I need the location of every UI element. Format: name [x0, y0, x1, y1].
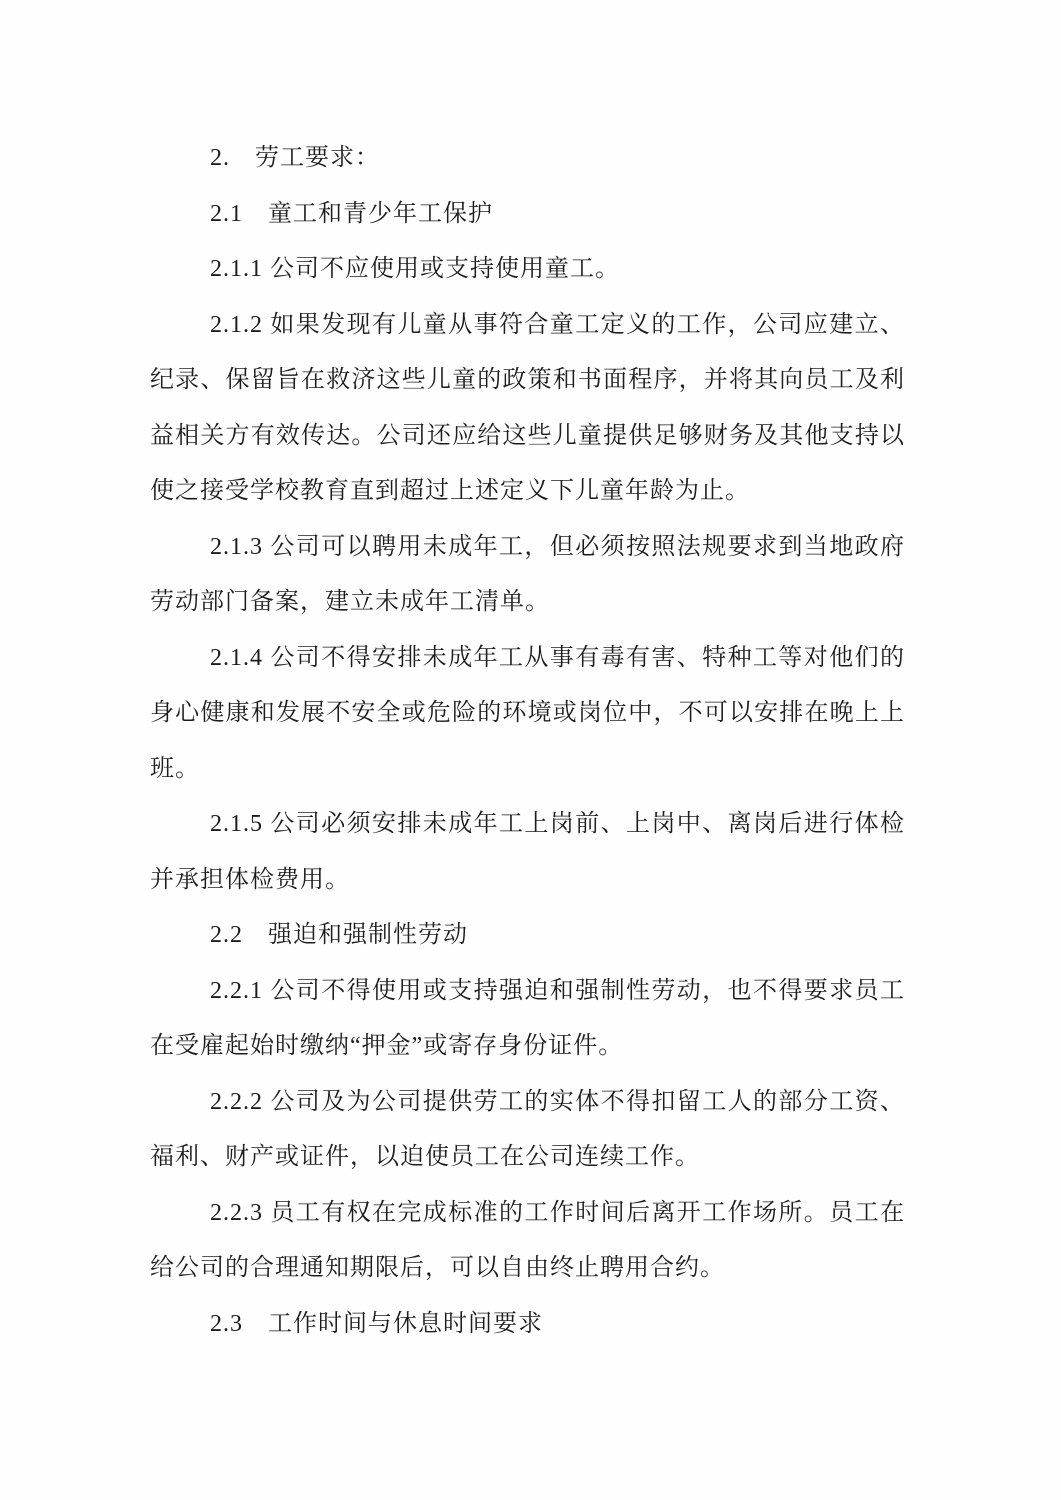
paragraph-line: 劳动部门备案，建立未成年工清单。: [150, 589, 550, 615]
paragraph-line: 2.1.3 公司可以聘用未成年工，但必须按照法规要求到当地政府: [210, 533, 905, 560]
heading-line-child-labor: 2.1 童工和青少年工保护: [210, 200, 493, 227]
heading-line-working-hours: 2.3 工作时间与休息时间要求: [210, 1310, 543, 1337]
paragraph-line: 班。: [150, 755, 200, 782]
paragraph-line: 纪录、保留旨在救济这些儿童的政策和书面程序，并将其向员工及利: [150, 367, 905, 393]
heading-line-forced-labor: 2.2 强迫和强制性劳动: [210, 922, 468, 948]
paragraph-line: 2.2.1 公司不得使用或支持强迫和强制性劳动，也不得要求员工: [210, 977, 905, 1004]
paragraph-line: 福利、财产或证件，以迫使员工在公司连续工作。: [150, 1144, 700, 1170]
paragraph-line: 2.1.4 公司不得安排未成年工从事有毒有害、特种工等对他们的: [210, 644, 905, 671]
paragraph-line: 2.1.1 公司不应使用或支持使用童工。: [210, 256, 620, 282]
paragraph-line: 给公司的合理通知期限后，可以自由终止聘用合约。: [150, 1255, 725, 1281]
heading-line-labor-requirements: 2. 劳工要求：: [210, 145, 380, 171]
paragraph-line: 身心健康和发展不安全或危险的环境或岗位中，不可以安排在晚上上: [150, 700, 905, 726]
paragraph-line: 使之接受学校教育直到超过上述定义下儿童年龄为止。: [150, 478, 750, 504]
paragraph-line: 2.2.2 公司及为公司提供劳工的实体不得扣留工人的部分工资、: [210, 1088, 905, 1115]
paragraph-line: 2.2.3 员工有权在完成标准的工作时间后离开工作场所。员工在: [210, 1199, 905, 1226]
paragraph-line: 在受雇起始时缴纳“押金”或寄存身份证件。: [150, 1033, 624, 1059]
paragraph-line: 2.1.2 如果发现有儿童从事符合童工定义的工作，公司应建立、: [210, 311, 905, 338]
paragraph-line: 并承担体检费用。: [150, 866, 350, 893]
paragraph-line: 2.1.5 公司必须安排未成年工上岗前、上岗中、离岗后进行体检: [210, 811, 905, 837]
paragraph-line: 益相关方有效传达。公司还应给这些儿童提供足够财务及其他支持以: [150, 422, 905, 449]
